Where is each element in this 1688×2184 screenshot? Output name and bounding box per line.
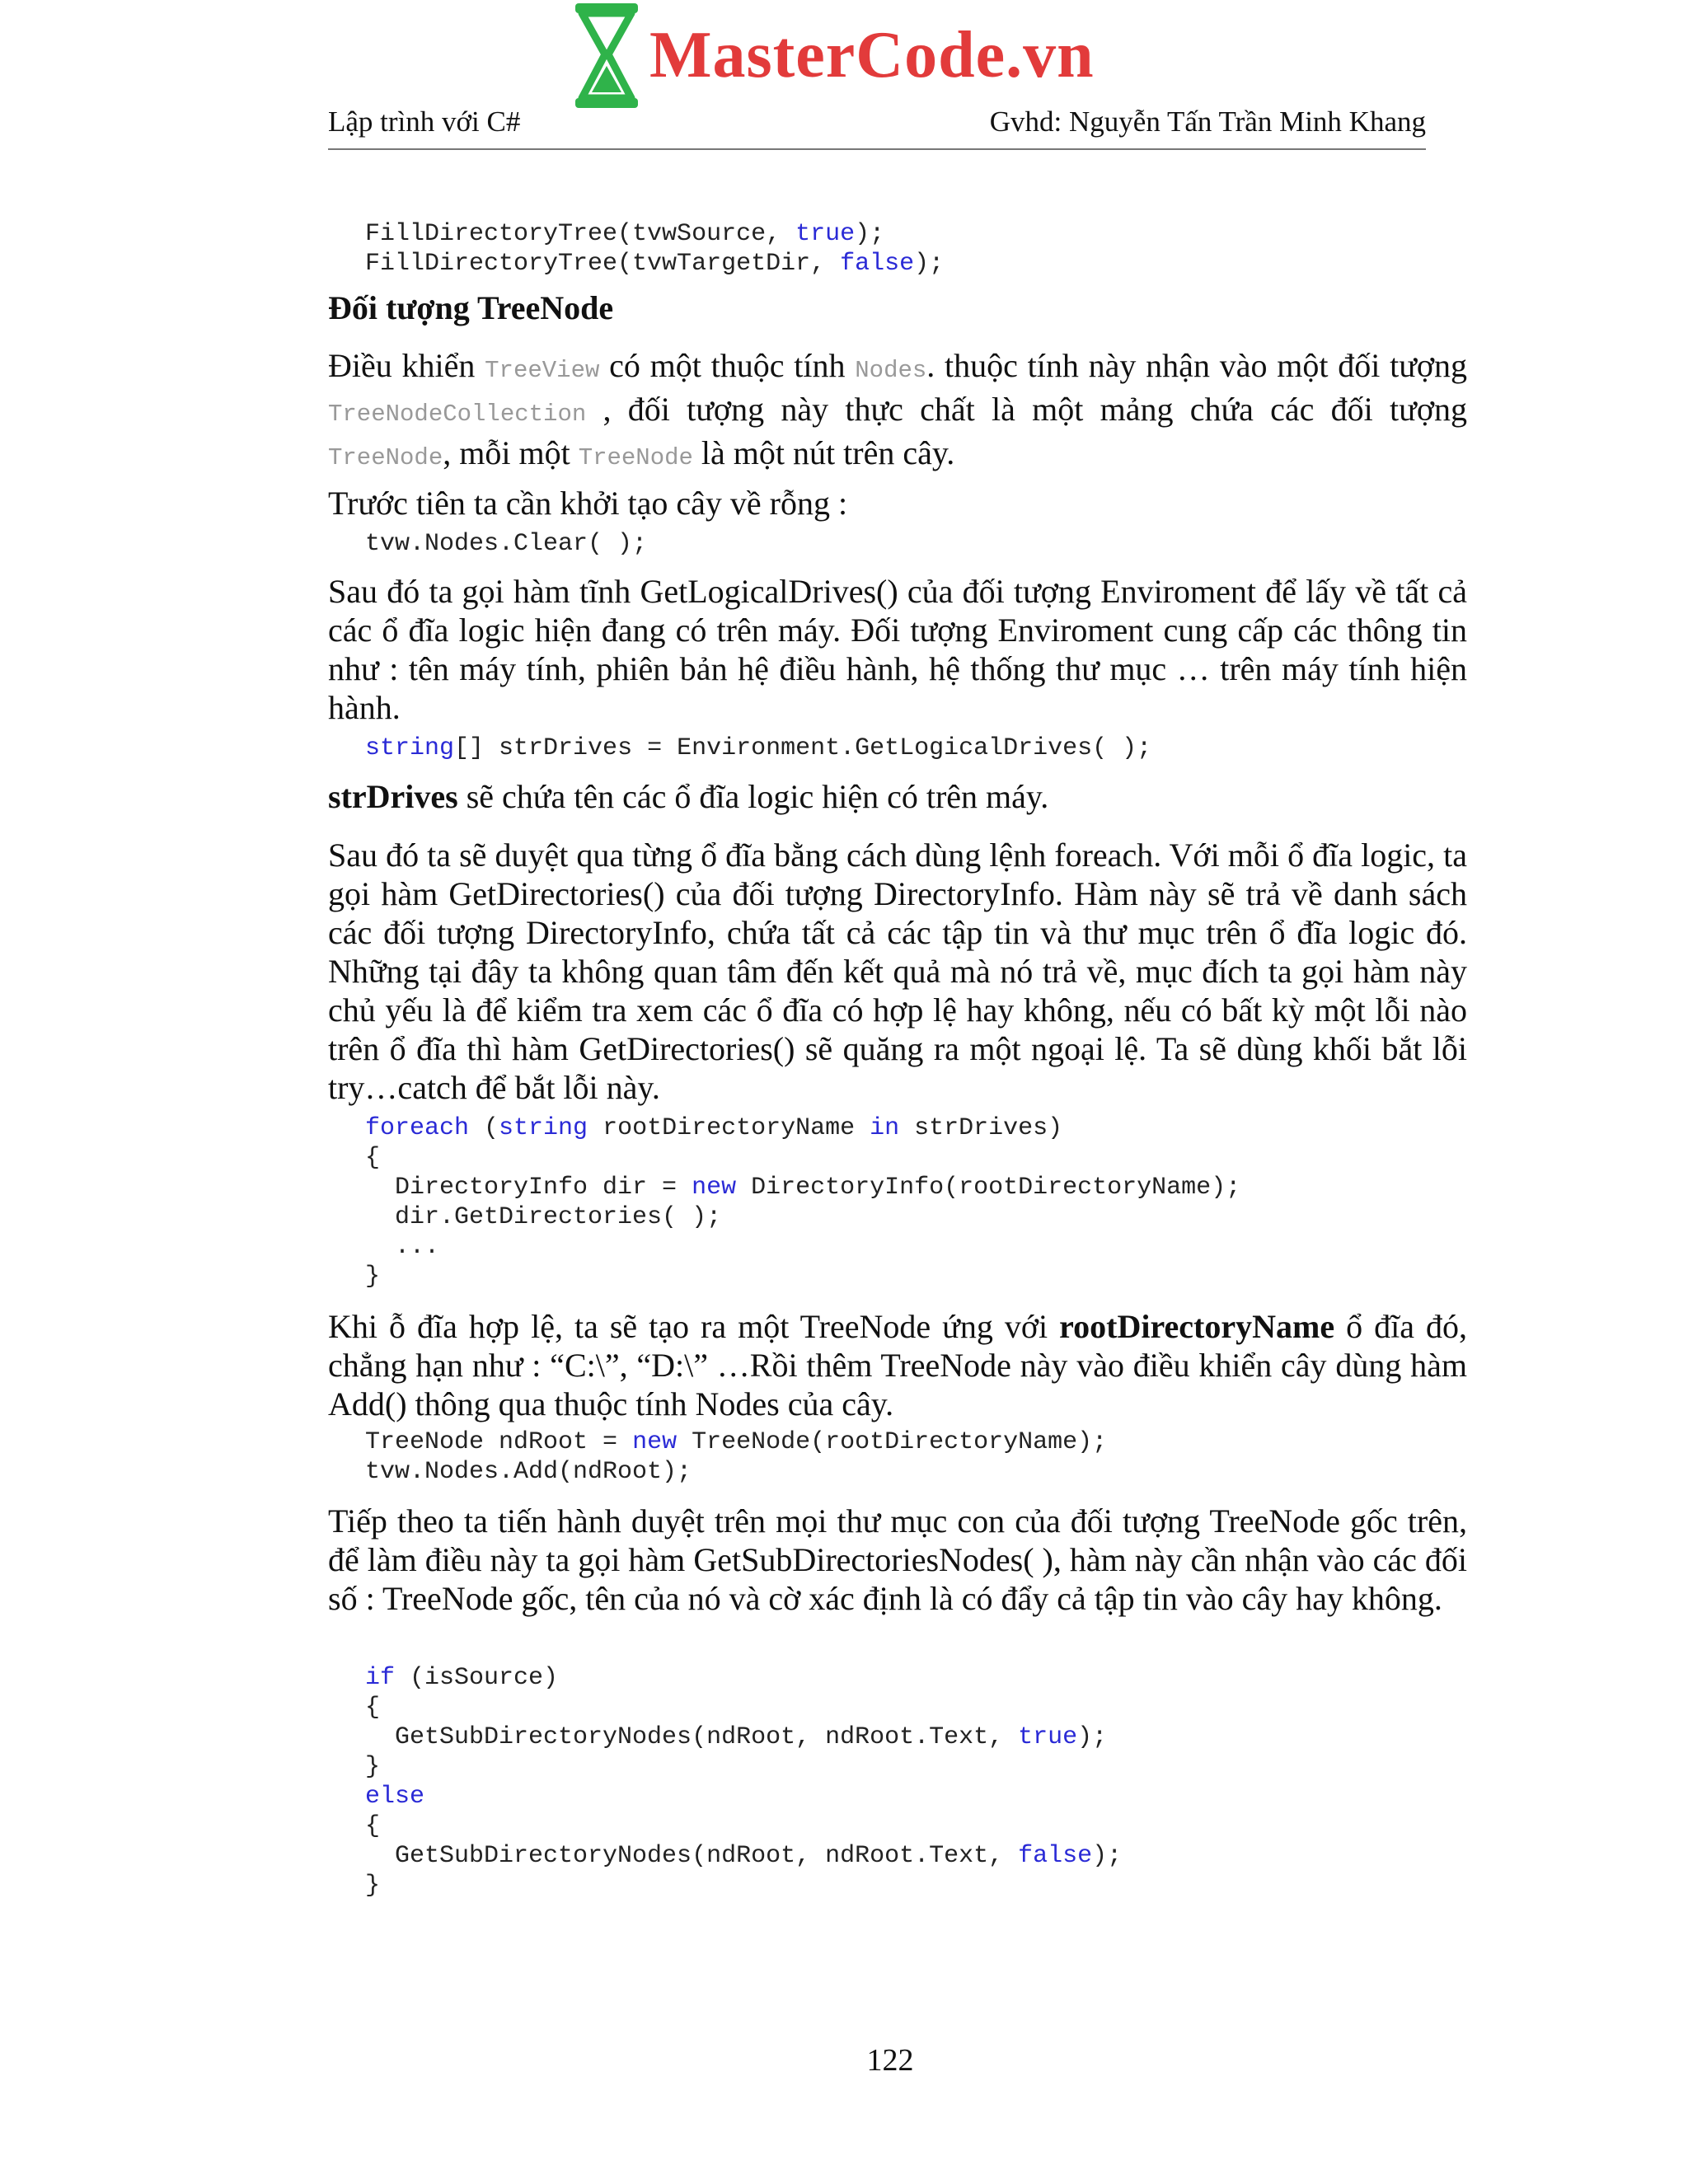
hourglass-icon <box>567 0 646 111</box>
logo <box>567 0 1128 111</box>
code-add-root: TreeNode ndRoot = new TreeNode(rootDirectoryName); tvw.Nodes.Add(ndRoot); <box>365 1428 1108 1486</box>
code-nodes-clear: tvw.Nodes.Clear( ); <box>365 530 648 558</box>
page-number: 122 <box>866 2043 914 2078</box>
code-if-source: if (isSource) { GetSubDirectoryNodes(ndRoot, ndRoot.Text, true); } else { GetSubDirectoryNodes(ndRoot, ndRoot.Text, false); } <box>365 1664 1123 1900</box>
paragraph-treenode-intro: Điều khiển TreeView có một thuộc tính Nodes. thuộc tính này nhận vào một đối tượng TreeNodeCollection , đối tượng này thực chất là một mảng chứa các đối tượng TreeNode, mỗi một TreeNode là một nút trên cây. <box>328 347 1468 471</box>
header-title: Lập trình với C# <box>328 105 521 138</box>
paragraph-subdirectories: Tiếp theo ta tiến hành duyệt trên mọi thư mục con của đối tượng TreeNode gốc trên, để làm điều này ta gọi hàm GetSubDirectoriesNodes( ), hàm này cần nhận vào các đối số : TreeNode gốc, tên của nó và cờ xác định là có đẩy cả tập tin vào cây hay không. <box>328 1502 1467 1617</box>
code-foreach-block: foreach (string rootDirectoryName in strDrives) { DirectoryInfo dir = new DirectoryInfo(rootDirectoryName); dir.GetDirectories( ); ... } <box>365 1114 1241 1291</box>
section-heading: Đối tượng TreeNode <box>328 289 614 326</box>
header-author: Gvhd: Nguyễn Tấn Trần Minh Khang <box>989 105 1426 138</box>
paragraph-create-treenode: Khi ỗ đĩa hợp lệ, ta sẽ tạo ra một TreeNode ứng với rootDirectoryName ổ đĩa đó, chẳng hạn như : “C:\”, “D:\” …Rồi thêm TreeNode này vào điều khiển cây dùng hàm Add() thông qua thuộc tính Nodes của cây. <box>328 1308 1467 1422</box>
header-divider <box>328 148 1426 150</box>
logo-text: MasterCode.vn <box>649 19 1095 91</box>
code-block-fill-tree: FillDirectoryTree(tvwSource, true); FillDirectoryTree(tvwTargetDir, false); <box>365 220 945 278</box>
paragraph-logical-drives: Sau đó ta gọi hàm tĩnh GetLogicalDrives() của đối tượng Enviroment để lấy về tất cả các ổ đĩa logic hiện đang có trên máy. Đối tượng Enviroment cung cấp các thông tin như : tên máy tính, phiên bản hệ điều hành, hệ thống thư mục … trên máy tính hiện hành. <box>328 573 1467 726</box>
paragraph-strdrives: strDrives sẽ chứa tên các ổ đĩa logic hiện có trên máy. <box>328 778 1049 815</box>
paragraph-foreach: Sau đó ta sẽ duyệt qua từng ổ đĩa bằng cách dùng lệnh foreach. Với mỗi ổ đĩa logic, ta gọi hàm GetDirectories() của đối tượng DirectoryInfo. Hàm này sẽ trả về danh sách các đối tượng DirectoryInfo, chứa tất cả các tập tin và thư mục trên ổ đĩa logic đó. Những tại đây ta không quan tâm đến kết quả mà nó trả về, mục đích ta gọi hàm này chủ yếu là để kiểm tra xem các ổ đĩa có hợp lệ hay không, nếu có bất kỳ một lỗi nào trên ổ đĩa thì hàm GetDirectories() sẽ quăng ra một ngoại lệ. Ta sẽ dùng khối bắt lỗi try…catch để bắt lỗi này. <box>328 837 1467 1106</box>
paragraph-init-tree: Trước tiên ta cần khởi tạo cây về rỗng : <box>328 485 848 522</box>
code-strdrives: string[] strDrives = Environment.GetLogicalDrives( ); <box>365 734 1152 762</box>
